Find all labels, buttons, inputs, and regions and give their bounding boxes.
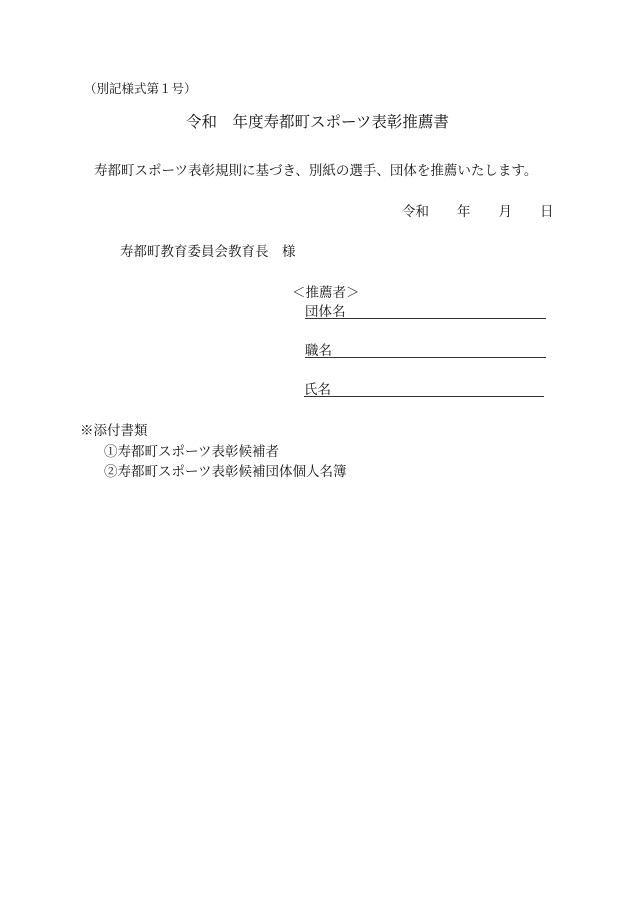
job-title-label: 職名 xyxy=(305,343,332,359)
recommender-label: ＜推薦者＞ xyxy=(292,285,360,301)
full-name-field[interactable] xyxy=(304,378,544,397)
date-month: 月 xyxy=(498,204,512,220)
date-era: 令和 xyxy=(402,204,429,220)
addressee: 寿都町教育委員会教育長 様 xyxy=(120,244,296,260)
page-title: 令和 年度寿都町スポーツ表彰推薦書 xyxy=(186,113,449,131)
organization-name-label: 団体名 xyxy=(305,304,346,320)
organization-name-field[interactable] xyxy=(305,300,546,319)
attachments-heading: ※添付書類 xyxy=(80,423,148,439)
body-text: 寿都町スポーツ表彰規則に基づき、別紙の選手、団体を推薦いたします。 xyxy=(94,163,538,179)
form-number: （別記様式第１号） xyxy=(84,81,197,96)
attachment-item: ②寿都町スポーツ表彰候補団体個人名簿 xyxy=(104,464,347,480)
job-title-field[interactable] xyxy=(305,339,546,358)
attachment-item: ①寿都町スポーツ表彰候補者 xyxy=(104,444,279,460)
date-day: 日 xyxy=(540,204,554,220)
full-name-label: 氏名 xyxy=(304,382,331,398)
date-year: 年 xyxy=(457,204,471,220)
date-line xyxy=(402,200,554,220)
